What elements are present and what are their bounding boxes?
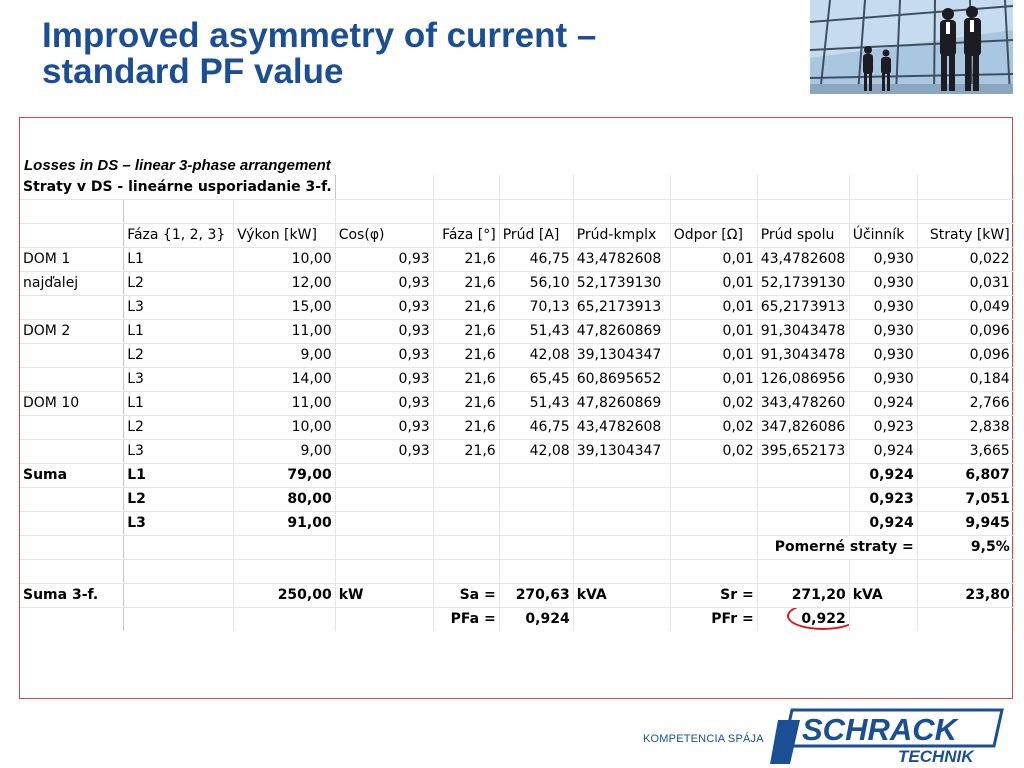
cell-losses: 0,031 xyxy=(917,271,1013,295)
cell-losses: 0,184 xyxy=(917,367,1013,391)
cell-resistance: 0,02 xyxy=(670,439,757,463)
cell-current-complex: 39,1304347 xyxy=(573,439,670,463)
sa-value: 270,63 xyxy=(499,583,573,607)
cell-current: 46,75 xyxy=(499,415,573,439)
cell-power-factor: 0,930 xyxy=(849,367,917,391)
sum-power-factor: 0,923 xyxy=(849,487,917,511)
relative-losses-label: Pomerné straty = xyxy=(757,535,917,559)
cell-current: 56,10 xyxy=(499,271,573,295)
total-3f-row xyxy=(20,583,1013,607)
cell-total-current: 347,826086 xyxy=(757,415,849,439)
col-header-phase-angle: Fáza [°] xyxy=(433,223,499,247)
business-people-photo xyxy=(810,0,1013,94)
footer-tagline: KOMPETENCIA SPÁJA xyxy=(643,733,764,745)
col-header-resistance: Odpor [Ω] xyxy=(670,223,757,247)
sheet-header-row xyxy=(20,223,1013,247)
table-caption: Losses in DS – linear 3-phase arrangement xyxy=(24,157,331,174)
sum-phase: L3 xyxy=(124,511,234,535)
data-row xyxy=(20,343,1013,367)
sum-label xyxy=(20,487,124,511)
cell-current: 51,43 xyxy=(499,319,573,343)
pfr-value: 0,922 xyxy=(801,611,846,628)
cell-power-factor: 0,924 xyxy=(849,391,917,415)
cell-power: 10,00 xyxy=(234,247,336,271)
cell-current: 70,13 xyxy=(499,295,573,319)
cell-power: 14,00 xyxy=(234,367,336,391)
cell-phase: L3 xyxy=(124,439,234,463)
cell-phase-angle: 21,6 xyxy=(433,439,499,463)
pfr-label: PFr = xyxy=(670,607,757,631)
cell-phase-angle: 21,6 xyxy=(433,391,499,415)
cell-current: 51,43 xyxy=(499,391,573,415)
cell-power: 12,00 xyxy=(234,271,336,295)
data-row xyxy=(20,391,1013,415)
slide-title xyxy=(42,18,782,90)
sum-power: 79,00 xyxy=(234,463,336,487)
cell-power-factor: 0,930 xyxy=(849,271,917,295)
cell-current: 42,08 xyxy=(499,439,573,463)
cell-power: 11,00 xyxy=(234,319,336,343)
spacer-row xyxy=(20,559,1013,583)
cell-group: DOM 10 xyxy=(20,391,124,415)
cell-cos-phi: 0,93 xyxy=(335,391,433,415)
cell-losses: 0,049 xyxy=(917,295,1013,319)
cell-resistance: 0,01 xyxy=(670,343,757,367)
cell-resistance: 0,01 xyxy=(670,247,757,271)
business-people-image xyxy=(810,0,1013,94)
cell-cos-phi: 0,93 xyxy=(335,295,433,319)
cell-phase: L3 xyxy=(124,367,234,391)
col-header-current-complex: Prúd-kmplx xyxy=(573,223,670,247)
cell-group xyxy=(20,295,124,319)
data-row xyxy=(20,319,1013,343)
cell-group: najďalej xyxy=(20,271,124,295)
cell-phase: L2 xyxy=(124,343,234,367)
sa-unit: kVA xyxy=(573,583,670,607)
col-header-cos-phi: Cos(φ) xyxy=(335,223,433,247)
cell-current: 42,08 xyxy=(499,343,573,367)
cell-total-current: 91,3043478 xyxy=(757,343,849,367)
cell-current: 65,45 xyxy=(499,367,573,391)
sr-unit: kVA xyxy=(849,583,917,607)
sum-phase: L2 xyxy=(124,487,234,511)
cell-phase-angle: 21,6 xyxy=(433,415,499,439)
cell-total-current: 395,652173 xyxy=(757,439,849,463)
cell-total-current: 343,478260 xyxy=(757,391,849,415)
data-row xyxy=(20,367,1013,391)
sum-label: Suma xyxy=(20,463,124,487)
sum-power-factor: 0,924 xyxy=(849,511,917,535)
sheet-blank-row xyxy=(20,199,1013,223)
sum-row xyxy=(20,511,1013,535)
total-power-unit: kW xyxy=(335,583,433,607)
cell-phase: L1 xyxy=(124,247,234,271)
cell-group xyxy=(20,415,124,439)
sum-phase: L1 xyxy=(124,463,234,487)
sum-losses: 6,807 xyxy=(917,463,1013,487)
cell-cos-phi: 0,93 xyxy=(335,343,433,367)
cell-total-current: 126,086956 xyxy=(757,367,849,391)
cell-power: 9,00 xyxy=(234,343,336,367)
slide-title-line1: Improved asymmetry of current – xyxy=(42,16,597,55)
cell-cos-phi: 0,93 xyxy=(335,439,433,463)
cell-cos-phi: 0,93 xyxy=(335,271,433,295)
cell-phase-angle: 21,6 xyxy=(433,319,499,343)
cell-phase-angle: 21,6 xyxy=(433,343,499,367)
cell-power: 10,00 xyxy=(234,415,336,439)
cell-current-complex: 60,8695652 xyxy=(573,367,670,391)
cell-group: DOM 1 xyxy=(20,247,124,271)
cell-current-complex: 47,8260869 xyxy=(573,319,670,343)
total-losses: 23,80 xyxy=(917,583,1013,607)
cell-cos-phi: 0,93 xyxy=(335,367,433,391)
sheet-heading-row xyxy=(20,175,1013,199)
cell-power-factor: 0,930 xyxy=(849,247,917,271)
cell-total-current: 91,3043478 xyxy=(757,319,849,343)
cell-losses: 2,838 xyxy=(917,415,1013,439)
cell-total-current: 52,1739130 xyxy=(757,271,849,295)
data-row xyxy=(20,439,1013,463)
sum-losses: 7,051 xyxy=(917,487,1013,511)
cell-phase: L2 xyxy=(124,271,234,295)
cell-power-factor: 0,924 xyxy=(849,439,917,463)
pfa-label: PFa = xyxy=(433,607,499,631)
cell-resistance: 0,01 xyxy=(670,367,757,391)
cell-group xyxy=(20,367,124,391)
cell-power: 11,00 xyxy=(234,391,336,415)
pfr-highlight xyxy=(801,611,845,627)
cell-current-complex: 47,8260869 xyxy=(573,391,670,415)
col-header-losses: Straty [kW] xyxy=(917,223,1013,247)
highlight-circle xyxy=(787,607,849,630)
sum-power-factor: 0,924 xyxy=(849,463,917,487)
cell-power-factor: 0,930 xyxy=(849,343,917,367)
cell-power-factor: 0,930 xyxy=(849,319,917,343)
cell-total-current: 65,2173913 xyxy=(757,295,849,319)
cell-resistance: 0,01 xyxy=(670,295,757,319)
cell-phase-angle: 21,6 xyxy=(433,295,499,319)
cell-total-current: 43,4782608 xyxy=(757,247,849,271)
cell-losses: 2,766 xyxy=(917,391,1013,415)
cell-group: DOM 2 xyxy=(20,319,124,343)
relative-losses-value: 9,5% xyxy=(917,535,1013,559)
sum-losses: 9,945 xyxy=(917,511,1013,535)
cell-losses: 3,665 xyxy=(917,439,1013,463)
col-header-total-current: Prúd spolu xyxy=(757,223,849,247)
col-header-current: Prúd [A] xyxy=(499,223,573,247)
cell-phase: L1 xyxy=(124,391,234,415)
cell-resistance: 0,01 xyxy=(670,319,757,343)
cell-cos-phi: 0,93 xyxy=(335,247,433,271)
col-header-phase: Fáza {1, 2, 3} xyxy=(124,223,234,247)
sum-power: 80,00 xyxy=(234,487,336,511)
cell-group xyxy=(20,343,124,367)
cell-phase: L3 xyxy=(124,295,234,319)
slide-title-line2: standard PF value xyxy=(42,52,344,91)
cell-group xyxy=(20,439,124,463)
total-label: Suma 3-f. xyxy=(20,583,124,607)
cell-power: 15,00 xyxy=(234,295,336,319)
data-row xyxy=(20,295,1013,319)
cell-phase: L1 xyxy=(124,319,234,343)
sr-label: Sr = xyxy=(670,583,757,607)
cell-phase-angle: 21,6 xyxy=(433,271,499,295)
cell-phase-angle: 21,6 xyxy=(433,367,499,391)
cell-cos-phi: 0,93 xyxy=(335,319,433,343)
sum-row xyxy=(20,463,1013,487)
cell-current: 46,75 xyxy=(499,247,573,271)
sum-label xyxy=(20,511,124,535)
sr-value: 271,20 xyxy=(757,583,849,607)
cell-losses: 0,096 xyxy=(917,319,1013,343)
logo-word-technik: TECHNIK xyxy=(898,747,974,766)
cell-resistance: 0,01 xyxy=(670,271,757,295)
cell-losses: 0,096 xyxy=(917,343,1013,367)
col-header-power: Výkon [kW] xyxy=(234,223,336,247)
total-power: 250,00 xyxy=(234,583,336,607)
cell-phase: L2 xyxy=(124,415,234,439)
col-header-power-factor: Účinník xyxy=(849,223,917,247)
relative-losses-row xyxy=(20,535,1013,559)
data-row xyxy=(20,247,1013,271)
cell-current-complex: 65,2173913 xyxy=(573,295,670,319)
data-row xyxy=(20,415,1013,439)
cell-phase-angle: 21,6 xyxy=(433,247,499,271)
cell-current-complex: 39,1304347 xyxy=(573,343,670,367)
cell-losses: 0,022 xyxy=(917,247,1013,271)
pfa-value: 0,924 xyxy=(499,607,573,631)
cell-power: 9,00 xyxy=(234,439,336,463)
cell-current-complex: 52,1739130 xyxy=(573,271,670,295)
cell-power-factor: 0,930 xyxy=(849,295,917,319)
cell-current-complex: 43,4782608 xyxy=(573,247,670,271)
cell-resistance: 0,02 xyxy=(670,391,757,415)
sum-row xyxy=(20,487,1013,511)
sum-power: 91,00 xyxy=(234,511,336,535)
logo-word-schrack: SCHRACK xyxy=(802,712,957,747)
schrack-technik-logo xyxy=(770,706,1006,768)
losses-table xyxy=(20,175,1014,631)
cell-resistance: 0,02 xyxy=(670,415,757,439)
power-factor-row xyxy=(20,607,1013,631)
data-row xyxy=(20,271,1013,295)
pfr-cell xyxy=(757,607,849,631)
cell-cos-phi: 0,93 xyxy=(335,415,433,439)
cell-current-complex: 43,4782608 xyxy=(573,415,670,439)
sheet-heading: Straty v DS - lineárne usporiadanie 3-f. xyxy=(20,175,335,199)
cell-power-factor: 0,923 xyxy=(849,415,917,439)
sa-label: Sa = xyxy=(433,583,499,607)
